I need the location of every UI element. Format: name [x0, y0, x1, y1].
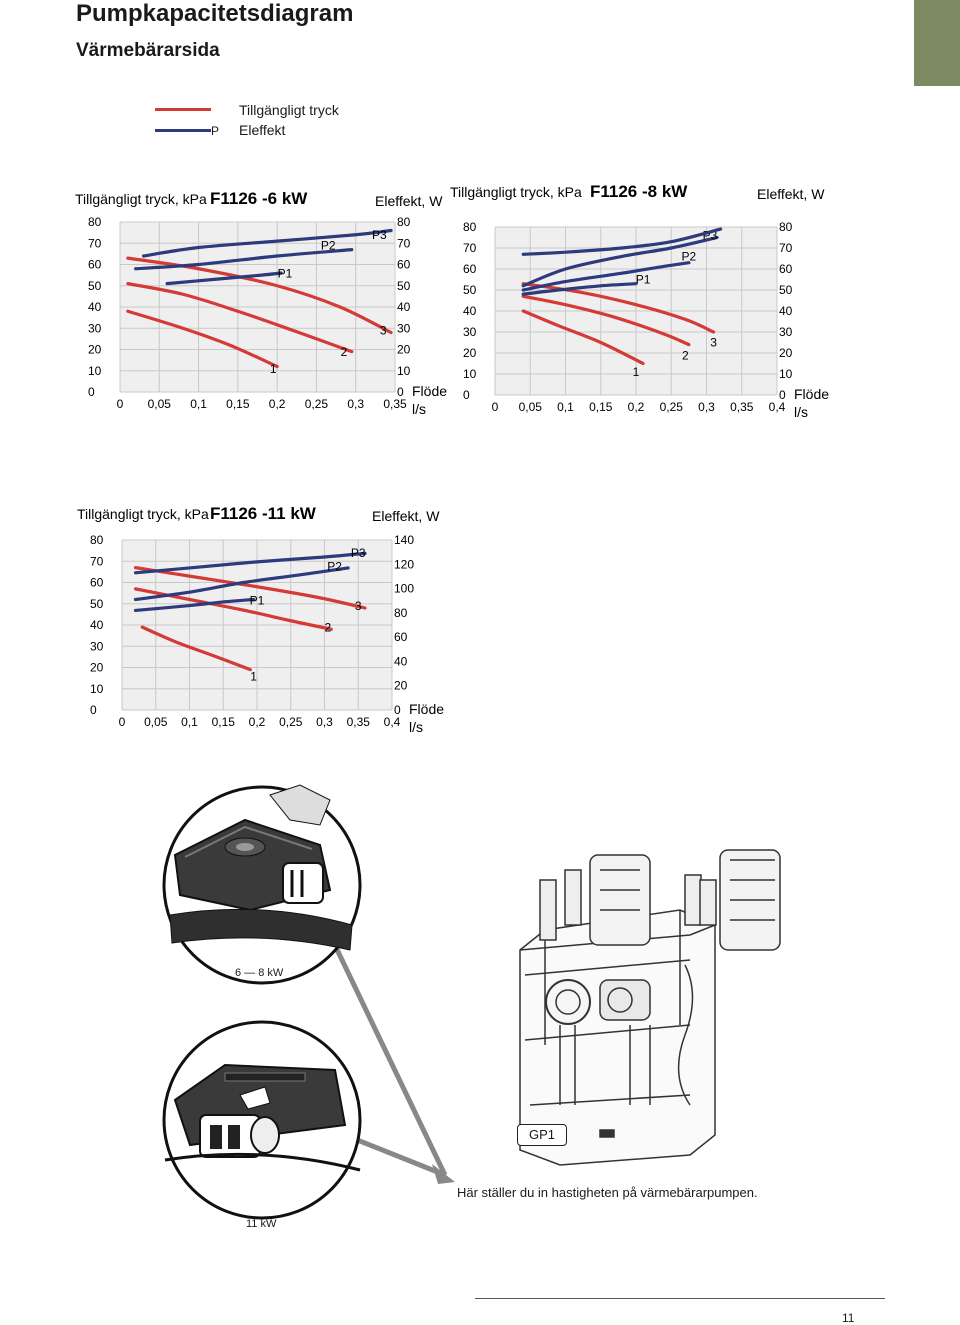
series-label-p2: P2 [327, 559, 342, 574]
x-tick-label: 0,2 [268, 397, 286, 411]
y-right-tick-label: 50 [779, 283, 793, 297]
page-subtitle: Värmebärarsida [76, 40, 220, 61]
series-label-p1: P1 [635, 272, 651, 287]
y-right-tick-label: 120 [394, 557, 415, 572]
series-label-p3: P3 [371, 228, 387, 242]
series-label-p3: P3 [350, 546, 366, 560]
y-right-tick-label: 0 [779, 388, 786, 402]
y-right-tick-label: 40 [397, 300, 411, 314]
y-right-tick-label: 40 [779, 304, 793, 318]
left-axis-title: Tillgängligt tryck, kPa [450, 184, 582, 200]
x-tick-label: 0,3 [698, 400, 715, 414]
y-left-tick-label: 60 [88, 257, 102, 272]
y-left-tick-label: 0 [90, 703, 97, 717]
x-axis-title: Flöde [409, 701, 445, 717]
y-right-tick-label: 20 [779, 346, 793, 360]
chart-svg [70, 502, 450, 742]
y-left-tick-label: 50 [88, 278, 102, 293]
y-left-tick-label: 80 [90, 533, 104, 547]
y-right-tick-label: 70 [397, 236, 411, 251]
brand-text: GRUNDFOS [207, 941, 248, 948]
chart-6kw [70, 185, 450, 425]
label-6-8kw: 6 — 8 kW [235, 967, 284, 979]
y-right-tick-label: 60 [394, 630, 408, 645]
chart-title: F1126 -8 kW [590, 182, 688, 201]
y-right-tick-label: 140 [394, 533, 415, 547]
y-right-tick-label: 80 [779, 220, 793, 234]
y-left-tick-label: 40 [463, 304, 477, 318]
legend-p-label: P [211, 124, 220, 138]
y-left-tick-label: 40 [90, 618, 104, 632]
y-left-tick-label: 70 [463, 241, 477, 255]
x-tick-label: 0,25 [659, 400, 683, 414]
x-tick-label: 0,05 [518, 400, 542, 414]
chart-svg [450, 182, 830, 422]
x-tick-label: 0,35 [730, 400, 754, 414]
y-right-tick-label: 20 [397, 342, 411, 357]
x-tick-label: 0,25 [304, 397, 329, 411]
series-label-p1: P1 [249, 593, 265, 608]
y-right-tick-label: 10 [397, 363, 411, 378]
x-tick-label: 0,3 [347, 397, 365, 411]
series-label-3: 3 [710, 335, 717, 350]
chart-title: F1126 -6 kW [210, 189, 308, 208]
legend-pressure-text: Tillgängligt tryck [239, 102, 339, 118]
right-axis-title: Eleffekt, W [375, 193, 443, 209]
x-tick-label: 0,05 [144, 715, 168, 729]
x-tick-label: 0,3 [316, 715, 333, 729]
x-tick-label: 0,15 [226, 397, 250, 411]
x-tick-label: 0,1 [181, 715, 198, 729]
right-axis-title: Eleffekt, W [372, 508, 440, 524]
gp1-label: GP1 [517, 1124, 567, 1146]
right-axis-title: Eleffekt, W [757, 186, 825, 202]
y-right-tick-label: 20 [394, 678, 408, 693]
series-label-p1: P1 [277, 266, 293, 281]
x-tick-label: 0 [491, 400, 499, 414]
corner-tab [914, 0, 960, 86]
x-axis-title: Flöde [412, 383, 448, 399]
y-left-tick-label: 80 [463, 220, 477, 234]
left-axis-title: Tillgängligt tryck, kPa [77, 506, 209, 522]
x-axis-unit: l/s [412, 401, 426, 417]
y-left-tick-label: 60 [463, 262, 477, 276]
legend-pressure-line [155, 108, 211, 111]
series-label-1: 1 [269, 361, 277, 376]
y-left-tick-label: 0 [88, 385, 95, 399]
x-tick-label: 0,35 [346, 715, 370, 729]
x-axis-title: Flöde [794, 386, 830, 402]
y-left-tick-label: 0 [463, 388, 470, 402]
page-title: Pumpkapacitetsdiagram [76, 0, 354, 27]
x-tick-label: 0,2 [627, 400, 645, 414]
y-right-tick-label: 10 [779, 367, 793, 381]
series-label-1: 1 [632, 365, 640, 380]
y-left-tick-label: 50 [90, 596, 104, 611]
x-tick-label: 0,1 [190, 397, 207, 411]
y-left-tick-label: 20 [463, 346, 477, 360]
chart-11kw [70, 502, 450, 742]
legend [150, 100, 390, 144]
x-tick-label: 0 [118, 715, 126, 729]
chart-8kw [450, 182, 830, 422]
pump-detail-68kw [164, 785, 360, 983]
x-tick-label: 0,4 [383, 715, 401, 729]
y-right-tick-label: 50 [397, 278, 411, 293]
label-11kw: 11 kW [246, 1218, 277, 1230]
x-tick-label: 0 [116, 397, 124, 411]
x-axis-unit: l/s [794, 404, 808, 420]
pump-illustration-art [0, 775, 960, 1235]
chart-svg [70, 185, 450, 425]
y-left-tick-label: 70 [88, 236, 102, 251]
instruction-text: Här ställer du in hastigheten på värmebärarpumpen. [457, 1185, 758, 1200]
y-left-tick-label: 20 [90, 660, 104, 675]
x-tick-label: 0,2 [248, 715, 266, 729]
y-right-tick-label: 80 [394, 605, 408, 620]
y-left-tick-label: 80 [88, 215, 102, 229]
series-label-3: 3 [354, 599, 362, 614]
series-label-p2: P2 [681, 249, 697, 264]
y-left-tick-label: 30 [463, 325, 477, 339]
x-tick-label: 0,4 [768, 400, 786, 414]
x-tick-label: 0,25 [279, 715, 303, 729]
y-right-tick-label: 0 [397, 385, 404, 399]
y-left-tick-label: 50 [463, 283, 477, 297]
y-right-tick-label: 60 [779, 262, 793, 276]
left-axis-title: Tillgängligt tryck, kPa [75, 191, 207, 207]
pump-detail-11kw [164, 1022, 360, 1218]
footer-rule [475, 1298, 885, 1299]
y-left-tick-label: 20 [88, 342, 102, 357]
series-label-2: 2 [340, 344, 348, 359]
y-right-tick-label: 100 [394, 581, 415, 596]
x-tick-label: 0,15 [211, 715, 235, 729]
x-tick-label: 0,15 [589, 400, 613, 414]
chart-title: F1126 -11 kW [210, 504, 316, 523]
series-label-1: 1 [250, 669, 257, 684]
x-tick-label: 0,35 [383, 397, 407, 411]
series-label-p3: P3 [702, 228, 718, 243]
y-right-tick-label: 70 [779, 241, 793, 255]
y-right-tick-label: 80 [397, 215, 411, 229]
y-left-tick-label: 40 [88, 300, 102, 314]
y-left-tick-label: 70 [90, 554, 104, 569]
series-label-p2: P2 [320, 238, 336, 253]
y-left-tick-label: 10 [90, 681, 104, 696]
y-left-tick-label: 60 [90, 575, 104, 590]
y-right-tick-label: 0 [394, 703, 401, 717]
y-left-tick-label: 30 [90, 639, 104, 654]
legend-power-text: Eleffekt [239, 122, 286, 138]
page-number: 11 [842, 1311, 855, 1325]
legend-power-line [155, 129, 211, 132]
x-axis-unit: l/s [409, 719, 423, 735]
x-tick-label: 0,1 [557, 400, 574, 414]
y-right-tick-label: 30 [779, 325, 793, 339]
y-right-tick-label: 60 [397, 257, 411, 272]
series-label-3: 3 [379, 323, 387, 338]
pump-illustration [0, 775, 960, 1235]
x-tick-label: 0,05 [147, 397, 171, 411]
series-label-2: 2 [324, 620, 332, 635]
heat-pump-unit [520, 850, 780, 1165]
y-left-tick-label: 10 [88, 363, 102, 378]
y-left-tick-label: 10 [463, 367, 477, 381]
y-right-tick-label: 40 [394, 654, 408, 669]
y-right-tick-label: 30 [397, 321, 411, 336]
series-label-2: 2 [682, 348, 689, 363]
y-left-tick-label: 30 [88, 321, 102, 336]
